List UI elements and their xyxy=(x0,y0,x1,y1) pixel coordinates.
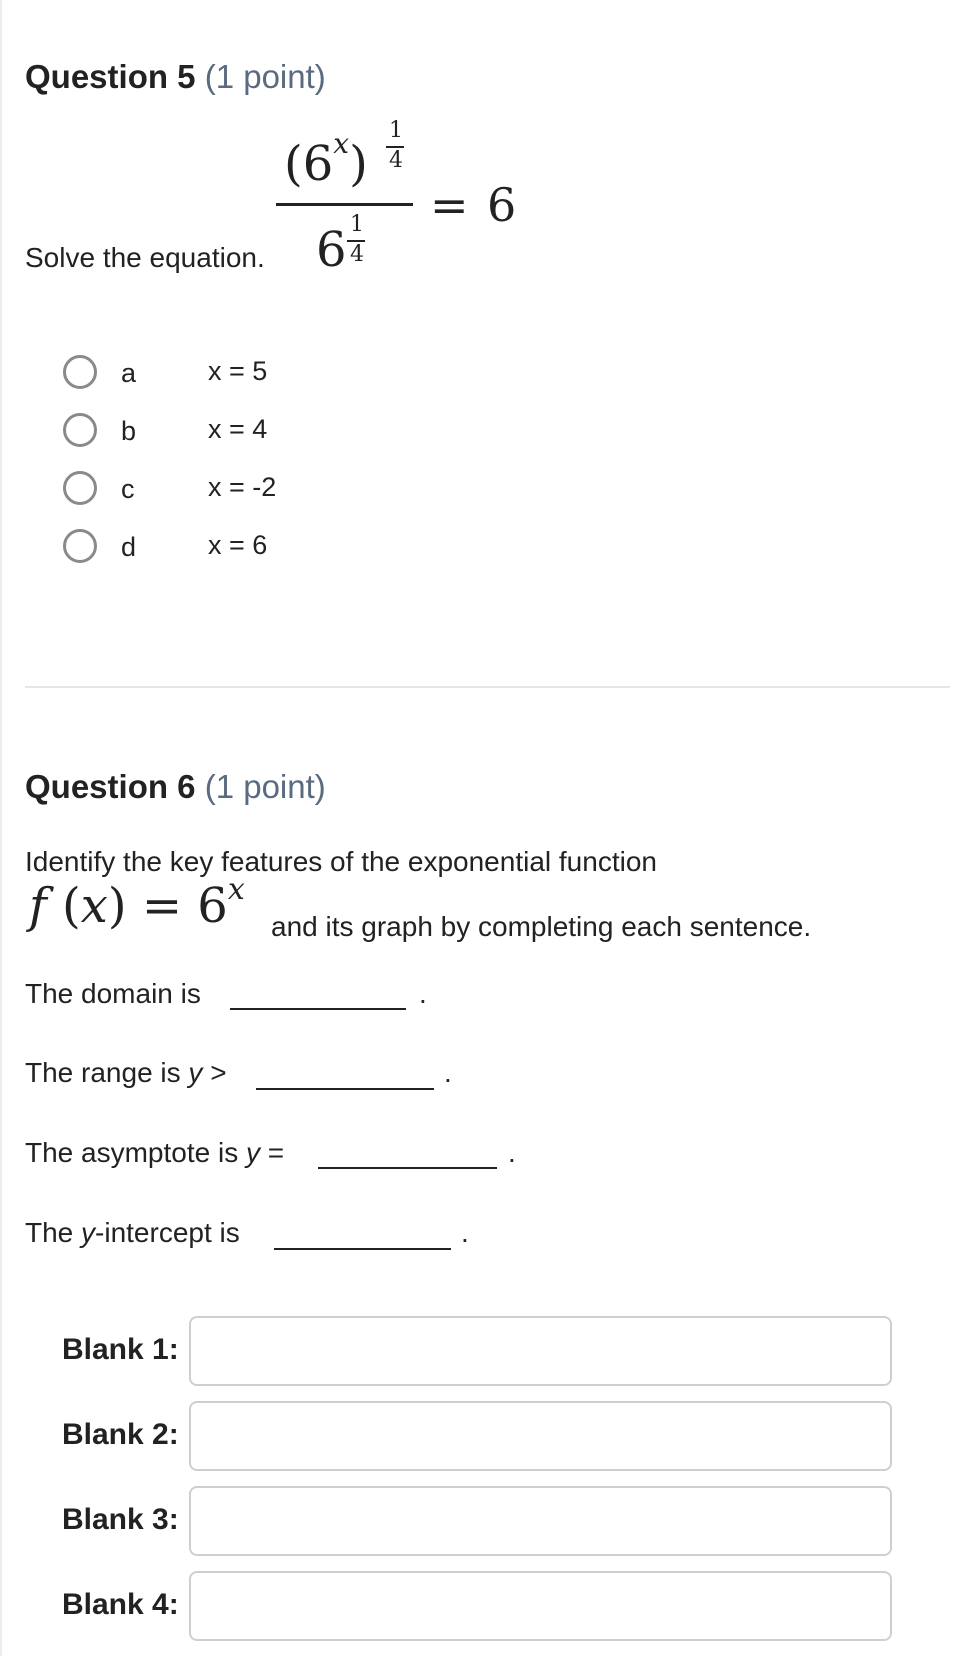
asymptote-sentence: The asymptote is y = xyxy=(25,1137,285,1168)
question-6-points: (1 point) xyxy=(204,768,326,805)
question-6-prompt-line1: Identify the key features of the exponential function xyxy=(25,846,657,877)
question-divider xyxy=(25,686,950,688)
blank-1-label: Blank 1: xyxy=(62,1333,179,1366)
blank-3-label: Blank 3: xyxy=(62,1503,179,1536)
blank-3-input[interactable] xyxy=(189,1486,892,1556)
question-6-label: Question 6 xyxy=(25,768,196,805)
equation-rhs: 6 xyxy=(487,178,517,232)
function-expression: f (x) = 6$^x$ xyxy=(29,872,245,934)
sentence-period: . xyxy=(508,1137,516,1168)
option-letter: b xyxy=(121,416,137,446)
blank-4-label: Blank 4: xyxy=(62,1588,179,1621)
option-a[interactable] xyxy=(63,352,463,396)
question-5-label: Question 5 xyxy=(25,58,196,95)
denominator-exponent-den: 4 xyxy=(350,242,364,267)
option-letter: c xyxy=(121,474,135,504)
equation-equals: = xyxy=(430,178,469,232)
y-intercept-sentence: The y-intercept is xyxy=(25,1217,240,1248)
blank-line-3 xyxy=(318,1167,497,1169)
question-6-prompt-line2: and its graph by completing each sentence. xyxy=(271,911,812,942)
option-d[interactable] xyxy=(63,526,463,570)
sentence-period: . xyxy=(444,1057,452,1088)
question-5-title xyxy=(25,58,326,96)
denominator-exponent-num: 1 xyxy=(350,212,364,237)
radio-button[interactable] xyxy=(63,355,97,389)
option-text: x = -2 xyxy=(208,472,277,502)
blank-4-input[interactable] xyxy=(189,1571,892,1641)
blank-1-input[interactable] xyxy=(189,1316,892,1386)
equation-denominator: 6 xyxy=(316,222,347,278)
domain-sentence: The domain is xyxy=(25,978,201,1009)
numerator-exponent-den: 4 xyxy=(389,148,403,173)
blank-2-label: Blank 2: xyxy=(62,1418,179,1451)
option-c[interactable] xyxy=(63,468,463,512)
option-letter: d xyxy=(121,532,137,562)
blank-2-input[interactable] xyxy=(189,1401,892,1471)
blank-line-4 xyxy=(274,1248,451,1250)
blank-line-2 xyxy=(256,1088,434,1090)
sentence-period: . xyxy=(461,1217,469,1248)
option-text: x = 4 xyxy=(208,414,268,444)
question-5-points: (1 point) xyxy=(204,58,326,95)
left-border xyxy=(0,0,2,1656)
radio-button[interactable] xyxy=(63,529,97,563)
radio-button[interactable] xyxy=(63,471,97,505)
blank-line-1 xyxy=(230,1008,406,1010)
radio-button[interactable] xyxy=(63,413,97,447)
equation-fraction-bar xyxy=(276,203,413,206)
numerator-exponent-num: 1 xyxy=(389,118,403,143)
range-sentence: The range is y > xyxy=(25,1057,227,1088)
option-text: x = 6 xyxy=(208,530,268,560)
option-letter: a xyxy=(121,358,137,388)
sentence-period: . xyxy=(419,978,427,1009)
question-5-prompt: Solve the equation. xyxy=(25,242,265,273)
option-b[interactable] xyxy=(63,410,463,454)
option-text: x = 5 xyxy=(208,356,268,386)
equation-numerator: (6$^x$) xyxy=(284,127,368,192)
question-6-title xyxy=(25,768,326,806)
